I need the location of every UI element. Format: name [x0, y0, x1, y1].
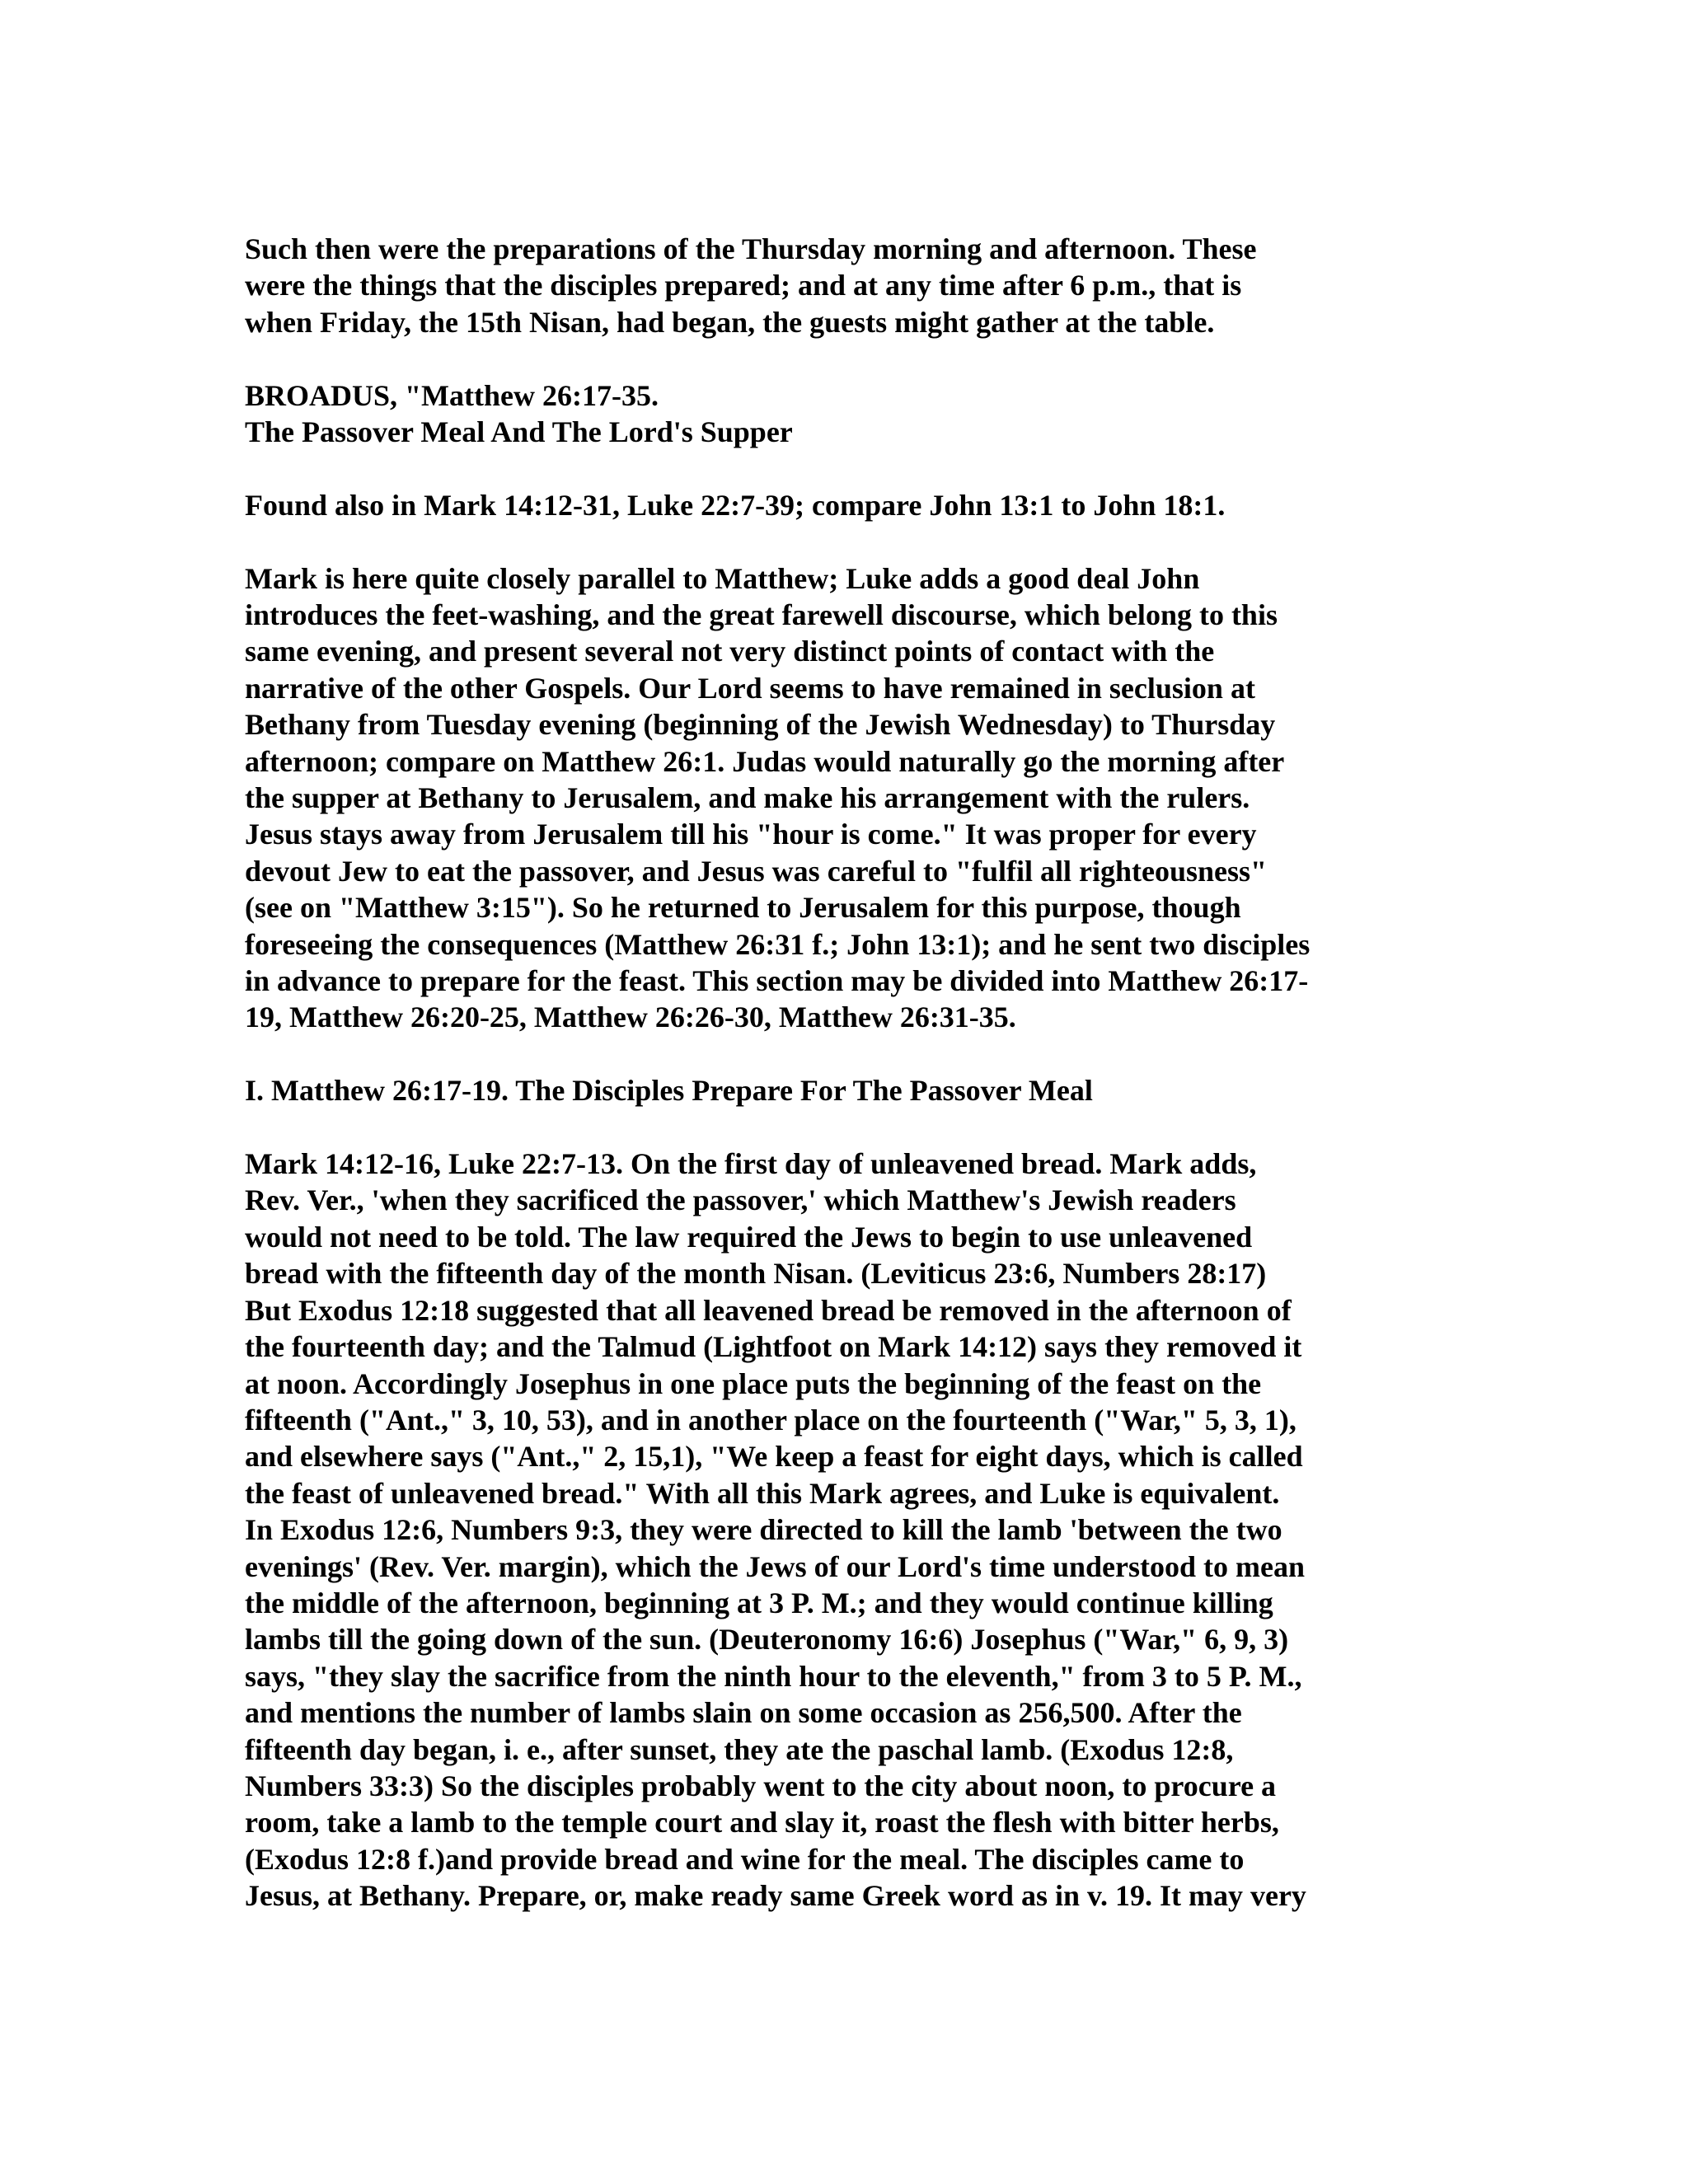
text-line: the fourteenth day; and the Talmud (Lightfoot on Mark 14:12) says they removed it: [245, 1330, 1302, 1364]
text-line: Found also in Mark 14:12-31, Luke 22:7-39; compare John 13:1 to John 18:1.: [245, 488, 1226, 522]
paragraph-preparations: [245, 231, 1448, 340]
text-line: at noon. Accordingly Josephus in one place puts the beginning of the feast on the: [245, 1366, 1262, 1400]
text-line: But Exodus 12:18 suggested that all leavened bread be removed in the afternoon of: [245, 1293, 1292, 1327]
text-line: room, take a lamb to the temple court and slay it, roast the flesh with bitter herbs,: [245, 1806, 1279, 1840]
text-line: In Exodus 12:6, Numbers 9:3, they were directed to kill the lamb 'between the two: [245, 1513, 1282, 1547]
text-line: Jesus stays away from Jerusalem till his "hour is come." It was proper for every: [245, 818, 1257, 851]
text-line: Bethany from Tuesday evening (beginning of the Jewish Wednesday) to Thursday: [245, 708, 1276, 742]
text-line: the supper at Bethany to Jerusalem, and make his arrangement with the rulers.: [245, 781, 1250, 815]
text-line: and mentions the number of lambs slain on some occasion as 256,500. After the: [245, 1696, 1242, 1730]
text-line: Mark 14:12-16, Luke 22:7-13. On the first day of unleavened bread. Mark adds,: [245, 1147, 1257, 1181]
paragraph-parallels: [245, 487, 1448, 523]
text-line: same evening, and present several not very distinct points of contact with the: [245, 635, 1215, 668]
text-line: evenings' (Rev. Ver. margin), which the Jews of our Lord's time understood to mean: [245, 1549, 1305, 1583]
text-line: bread with the fifteenth day of the month Nisan. (Leviticus 23:6, Numbers 28:17): [245, 1257, 1267, 1291]
text-line: fifteenth ("Ant.," 3, 10, 53), and in another place on the fourteenth ("War," 5, 3, 1),: [245, 1403, 1296, 1436]
text-line: Such then were the preparations of the Thursday morning and afternoon. These: [245, 232, 1257, 265]
text-line: introduces the feet-washing, and the great farewell discourse, which belong to this: [245, 598, 1278, 632]
text-line: devout Jew to eat the passover, and Jesus was careful to "fulfil all righteousness": [245, 854, 1267, 888]
text-line: Numbers 33:3) So the disciples probably went to the city about noon, to procure a: [245, 1769, 1277, 1802]
text-line: (see on "Matthew 3:15"). So he returned to Jerusalem for this purpose, though: [245, 891, 1241, 925]
text-line: (Exodus 12:8 f.)and provide bread and wine for the meal. The disciples came to: [245, 1842, 1245, 1876]
text-line: I. Matthew 26:17-19. The Disciples Prepare For The Passover Meal: [245, 1074, 1093, 1108]
paragraph-commentary: [245, 1146, 1448, 1915]
text-line: Jesus, at Bethany. Prepare, or, make ready same Greek word as in v. 19. It may very: [245, 1879, 1306, 1913]
text-line: and elsewhere says ("Ant.," 2, 15,1), "We keep a feast for eight days, which is called: [245, 1440, 1303, 1474]
text-line: Rev. Ver., 'when they sacrificed the passover,' which Matthew's Jewish readers: [245, 1183, 1236, 1217]
text-line: foreseeing the consequences (Matthew 26:31 f.; John 13:1); and he sent two disciples: [245, 927, 1311, 961]
text-line: would not need to be told. The law required the Jews to begin to use unleavened: [245, 1220, 1253, 1254]
document-page: [245, 231, 1448, 1951]
text-line: the middle of the afternoon, beginning at 3 P. M.; and they would continue killing: [245, 1586, 1273, 1619]
subsection-heading: [245, 1072, 1448, 1108]
section-heading: [245, 377, 1448, 451]
text-line: in advance to prepare for the feast. This section may be divided into Matthew 26:17-: [245, 964, 1309, 998]
text-line: fifteenth day began, i. e., after sunset, they ate the paschal lamb. (Exodus 12:8,: [245, 1732, 1234, 1766]
paragraph-introduction: [245, 560, 1448, 1036]
heading-source: BROADUS, "Matthew 26:17-35.: [245, 378, 659, 412]
text-line: the feast of unleavened bread." With all this Mark agrees, and Luke is equivalent.: [245, 1476, 1280, 1510]
text-line: were the things that the disciples prepared; and at any time after 6 p.m., that is: [245, 269, 1242, 302]
text-line: afternoon; compare on Matthew 26:1. Judas would naturally go the morning after: [245, 744, 1285, 778]
heading-title: The Passover Meal And The Lord's Supper: [245, 415, 793, 449]
text-line: 19, Matthew 26:20-25, Matthew 26:26-30, Matthew 26:31-35.: [245, 1001, 1016, 1034]
text-line: when Friday, the 15th Nisan, had began, the guests might gather at the table.: [245, 305, 1215, 339]
text-line: lambs till the going down of the sun. (Deuteronomy 16:6) Josephus ("War," 6, 9, 3): [245, 1623, 1289, 1657]
text-line: says, "they slay the sacrifice from the ninth hour to the eleventh," from 3 to 5 P. M.,: [245, 1659, 1302, 1693]
text-line: narrative of the other Gospels. Our Lord seems to have remained in seclusion at: [245, 671, 1255, 705]
text-line: Mark is here quite closely parallel to Matthew; Luke adds a good deal John: [245, 561, 1200, 595]
